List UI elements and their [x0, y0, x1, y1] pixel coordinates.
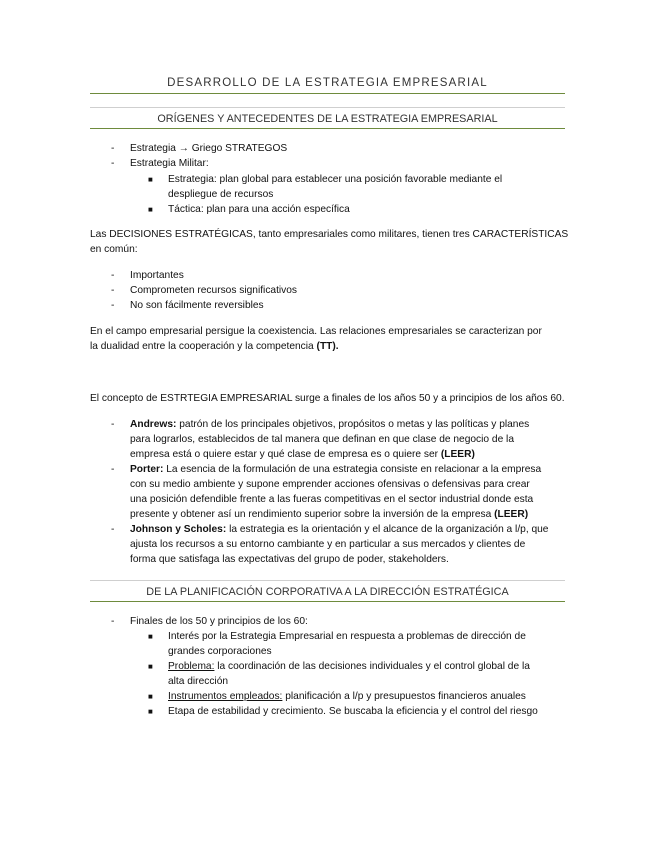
- definition-johnson: [130, 523, 548, 536]
- definition-text: presente y obtener así un rendimiento superior sobre la inversión de la empresa: [130, 509, 495, 520]
- list-item-text: planificación a l/p y presupuestos financieros anuales: [282, 691, 526, 702]
- list-item: Estrategia Militar:: [130, 158, 209, 169]
- dash-bullet: -: [111, 158, 115, 169]
- paragraph: Las DECISIONES ESTRATÉGICAS, tanto empresariales como militares, tienen tres CARACTERÍSTICAS: [90, 229, 569, 240]
- author-name: Johnson y Scholes:: [130, 524, 227, 535]
- definition-porter: [130, 463, 541, 476]
- list-item: Estrategia: plan global para establecer una posición favorable mediante el: [168, 174, 503, 185]
- list-item: Interés por la Estrategia Empresarial en respuesta a problemas de dirección de: [168, 631, 526, 642]
- section-heading-origenes: ORÍGENES Y ANTECEDENTES DE LA ESTRATEGIA EMPRESARIAL: [157, 113, 498, 125]
- list-item: [168, 660, 530, 673]
- paragraph-continued: [90, 340, 339, 353]
- list-item: Etapa de estabilidad y crecimiento. Se buscaba la eficiencia y el control del riesgo: [168, 706, 538, 717]
- section-rule-bottom: [90, 128, 565, 129]
- dash-bullet: -: [111, 270, 115, 281]
- section-rule-bottom: [90, 601, 565, 602]
- paragraph-continued: en común:: [90, 244, 138, 255]
- square-bullet-icon: ■: [148, 632, 153, 641]
- definition-text: patrón de los principales objetivos, propósitos o metas y las políticas y planes: [176, 419, 530, 430]
- definition-andrews: [130, 418, 529, 431]
- paragraph-text: la dualidad entre la cooperación y la competencia: [90, 341, 317, 352]
- author-name: Porter:: [130, 464, 164, 475]
- bold-tag: (LEER): [494, 509, 529, 520]
- definition-continued: forma que satisfaga las expectativas del grupo de poder, stakeholders.: [130, 554, 449, 565]
- list-item-continued: grandes corporaciones: [168, 646, 272, 657]
- dash-bullet: -: [111, 524, 115, 535]
- list-item-text: la coordinación de las decisiones individuales y el control global de la: [214, 661, 530, 672]
- list-item-continued: despliegue de recursos: [168, 189, 274, 200]
- section-rule-top: [90, 580, 565, 581]
- dash-bullet: -: [111, 419, 115, 430]
- definition-continued: para lograrlos, establecidos de tal manera que definan en que clase de negocio de la: [130, 434, 514, 445]
- definition-continued: ajusta los recursos a su entorno cambiante y en particular a sus mercados y clientes de: [130, 539, 526, 550]
- definition-continued: [130, 508, 528, 521]
- dash-bullet: -: [111, 464, 115, 475]
- definition-text: la estrategia es la orientación y el alcance de la organización a l/p, que: [226, 524, 549, 535]
- definition-text: La esencia de la formulación de una estrategia consiste en relacionar a la empresa: [163, 464, 542, 475]
- dash-bullet: -: [111, 300, 115, 311]
- definition-continued: [130, 448, 475, 461]
- paragraph: El concepto de ESTRTEGIA EMPRESARIAL surge a finales de los años 50 y a principios de los años 60.: [90, 393, 565, 404]
- list-item: Finales de los 50 y principios de los 60:: [130, 616, 308, 627]
- title-rule: [90, 93, 565, 94]
- square-bullet-icon: ■: [148, 662, 153, 671]
- bold-tag: (LEER): [440, 449, 475, 460]
- list-item: No son fácilmente reversibles: [130, 300, 264, 311]
- list-item: Importantes: [130, 270, 184, 281]
- definition-continued: con su medio ambiente y supone emprender acciones ofensivas o defensivas para crear: [130, 479, 530, 490]
- list-item: [168, 690, 526, 703]
- paragraph: En el campo empresarial persigue la coexistencia. Las relaciones empresariales se caracterizan por: [90, 326, 542, 337]
- list-item: Táctica: plan para una acción específica: [168, 204, 350, 215]
- list-item: Comprometen recursos significativos: [130, 285, 298, 296]
- dash-bullet: -: [111, 285, 115, 296]
- list-item: Estrategia → Griego STRATEGOS: [130, 143, 288, 154]
- list-item-continued: alta dirección: [168, 676, 229, 687]
- square-bullet-icon: ■: [148, 205, 153, 214]
- definition-continued: una posición defendible frente a las fueras competitivas en el sector industrial donde esta: [130, 494, 534, 505]
- author-name: Andrews:: [130, 419, 177, 430]
- underlined-label: Instrumentos empleados:: [168, 691, 283, 702]
- document-title: DESARROLLO DE LA ESTRATEGIA EMPRESARIAL: [167, 77, 488, 89]
- dash-bullet: -: [111, 143, 115, 154]
- square-bullet-icon: ■: [148, 707, 153, 716]
- underlined-label: Problema:: [168, 661, 215, 672]
- definition-text: empresa está o quiere estar y qué clase de empresa es o quiere ser: [130, 449, 441, 460]
- bold-tag: (TT).: [316, 341, 339, 352]
- section-heading-planificacion: DE LA PLANIFICACIÓN CORPORATIVA A LA DIRECCIÓN ESTRATÉGICA: [146, 586, 509, 598]
- section-rule-top: [90, 107, 565, 108]
- square-bullet-icon: ■: [148, 175, 153, 184]
- square-bullet-icon: ■: [148, 692, 153, 701]
- dash-bullet: -: [111, 616, 115, 627]
